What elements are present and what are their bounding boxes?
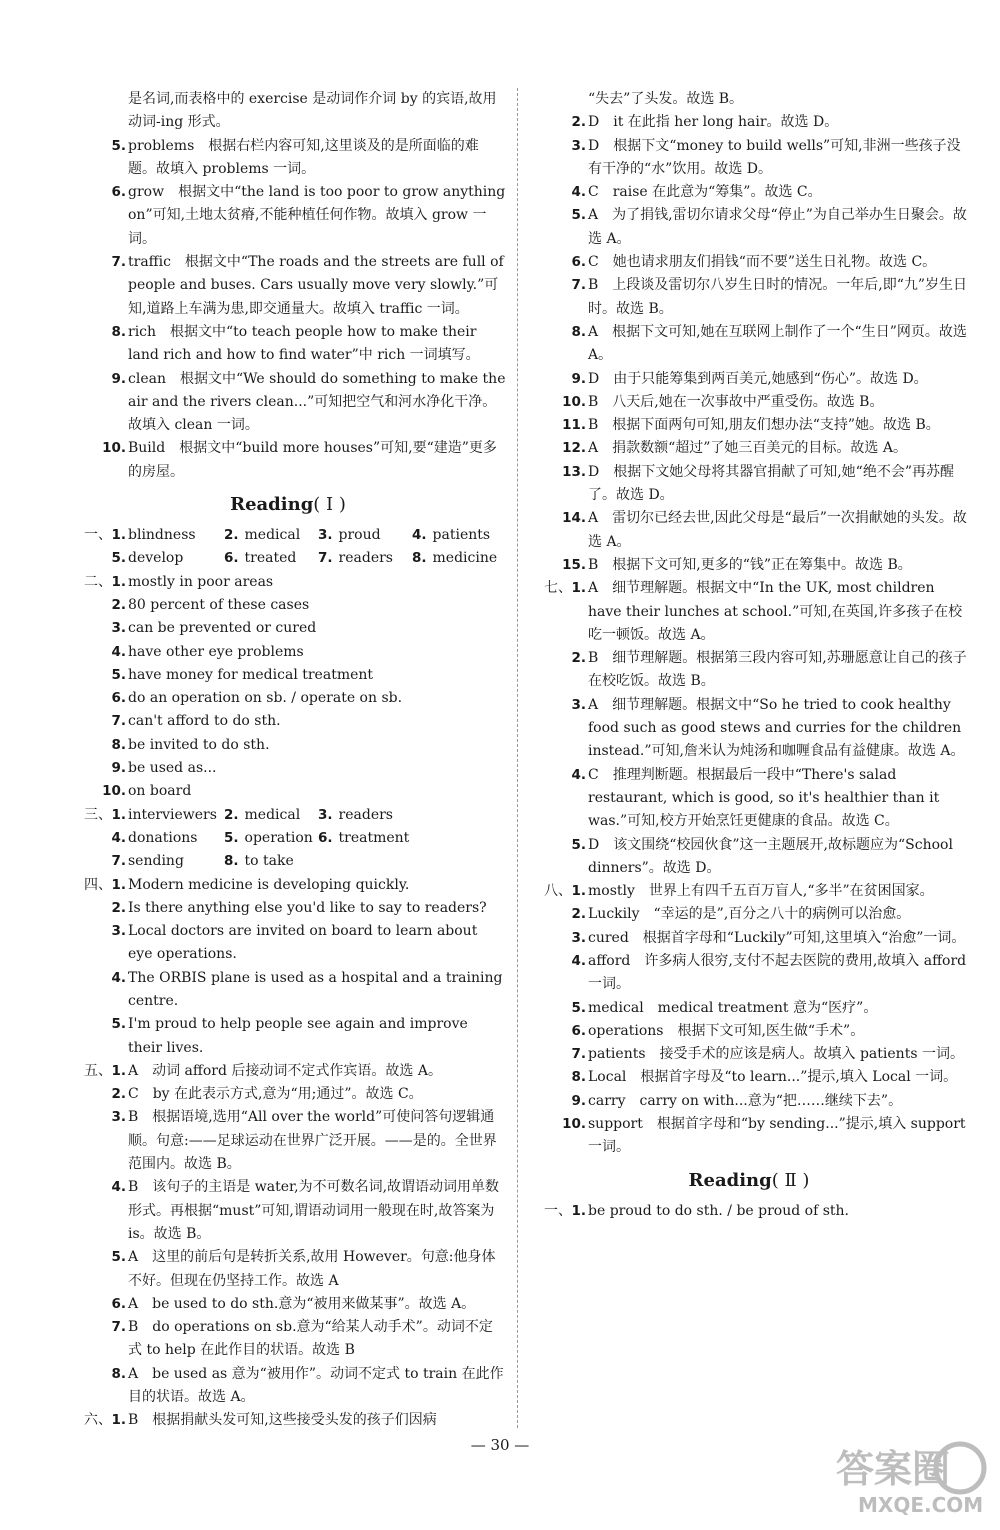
answer-text: B 根据下面两句可知,朋友们想办法“支持”她。故选 B。 [588, 417, 940, 434]
answer-text: be invited to do sth. [128, 736, 270, 753]
item-number: 2. [111, 1086, 126, 1103]
answer-item [70, 251, 506, 321]
answer-item [70, 1316, 506, 1363]
page-number: — 30 — [470, 1436, 530, 1454]
grid-answer: treated [244, 550, 297, 567]
answer-text: have other eye problems [128, 643, 304, 660]
item-number: 13. [562, 463, 586, 480]
item-number: 3. [111, 620, 126, 637]
grid-answer: patients [432, 527, 491, 544]
answer-text: can be prevented or cured [128, 620, 317, 637]
item-number: 8. [571, 323, 586, 340]
grid-cell [224, 850, 318, 873]
item-number: 6. [111, 184, 126, 201]
grid-answer: readers [338, 806, 393, 823]
item-number: 1. [111, 876, 126, 893]
answer-item [530, 507, 968, 554]
heading-title: Reading [230, 494, 314, 516]
grid-cell [412, 547, 506, 570]
answer-item [70, 1060, 506, 1083]
answer-item [530, 274, 968, 321]
grid-cell [224, 524, 318, 547]
answer-item [70, 1363, 506, 1410]
answer-text: Build 根据文中“build more houses”可知,要“建造”更多的房屋。 [128, 440, 497, 480]
item-number: 7. [111, 254, 126, 271]
item-number: 10. [102, 783, 126, 800]
answer-grid [128, 547, 506, 570]
answer-item [70, 1176, 506, 1246]
item-number: 7. [111, 853, 126, 870]
item-number: 1. [111, 1062, 126, 1079]
answer-text: Is there anything else you'd like to say to readers? [128, 899, 487, 916]
item-number: 1. [111, 527, 126, 544]
grid-cell [128, 850, 224, 873]
answer-text: A be used as 意为“被用作”。动词不定式 to train 在此作目的状语。故选 A。 [128, 1365, 504, 1406]
answer-text: B 该句子的主语是 water,为不可数名词,故谓语动词用单数形式。再根据“must”可知,谓语动词用一般现在时,故答案为 is。故选 B。 [128, 1179, 500, 1242]
item-number: 1. [571, 1202, 586, 1219]
answer-text: A 为了捐钱,雷切尔请求父母“停止”为自己举办生日聚会。故选 A。 [588, 207, 967, 247]
answer-grid [128, 827, 506, 850]
item-number: 9. [111, 760, 126, 777]
answer-text: C 推理判断题。根据最后一段中“There's salad restaurant, which is good, so it's healthier than it was.”可知,校方开始烹饪更健康的食品。故选 C。 [588, 766, 940, 830]
answer-item [70, 617, 506, 640]
grid-answer: medical [244, 806, 301, 823]
section-marker: 三、 [84, 806, 112, 823]
answer-item [530, 1043, 968, 1066]
item-number: 3. [571, 929, 586, 946]
item-number: 7. [571, 277, 586, 294]
item-number: 1. [571, 580, 586, 597]
grid-answer: medical [244, 527, 301, 544]
grid-number: 6. [224, 550, 239, 567]
grid-cell [318, 547, 412, 570]
answer-text: clean 根据文中“We should do something to make the air and the rivers clean...”可知把空气和河水净化干净。故填入 clean 一词。 [128, 370, 506, 434]
answer-item [70, 734, 506, 757]
answer-text: The ORBIS plane is used as a hospital and a training centre. [128, 969, 503, 1009]
answer-text: rich 根据文中“to teach people how to make their land rich and how to find water”中 rich 一词填写。 [128, 323, 480, 364]
section-heading [70, 490, 506, 520]
item-number: 12. [562, 440, 586, 457]
watermark-text: 答案圈 [836, 1447, 951, 1491]
item-number: 6. [571, 1022, 586, 1039]
grid-answer: develop [128, 550, 184, 567]
answer-item [70, 687, 506, 710]
section-marker: 八、 [544, 883, 572, 900]
answer-text: support 根据首字母和“by sending...”提示,填入 support 一词。 [588, 1116, 966, 1156]
answer-text: D it 在此指 her long hair。故选 D。 [588, 114, 839, 131]
answer-text: Luckily “幸运的是”,百分之八十的病例可以治愈。 [588, 906, 911, 923]
answer-text: mostly 世界上有四千五百万盲人,“多半”在贫困国家。 [588, 883, 934, 900]
answer-item [530, 997, 968, 1020]
item-number: 7. [111, 1319, 126, 1336]
answer-item [530, 1020, 968, 1043]
answer-item [70, 920, 506, 967]
item-number: 3. [111, 1109, 126, 1126]
answer-text: mostly in poor areas [128, 573, 274, 590]
answer-item [530, 321, 968, 368]
answer-text: B do operations on sb.意为“给某人动手术”。动词不定式 to help 在此作目的状语。故选 B [128, 1319, 493, 1359]
grid-answer: blindness [128, 527, 196, 544]
column-divider [517, 88, 519, 1428]
answer-text: D 根据下文她父母将其器官捐献了可知,她“绝不会”再苏醒了。故选 D。 [588, 463, 954, 504]
grid-number: 4. [412, 527, 427, 544]
answer-item [70, 664, 506, 687]
item-number: 2. [111, 596, 126, 613]
answer-item [70, 897, 506, 920]
answer-text: have money for medical treatment [128, 666, 374, 683]
item-number: 14. [562, 510, 586, 527]
answer-text: 是名词,而表格中的 exercise 是动词作介词 by 的宾语,故用动词-ing 形式。 [128, 91, 497, 131]
answer-item [530, 764, 968, 834]
heading-roman: ( Ⅱ ) [771, 1169, 810, 1191]
item-number: 8. [111, 323, 126, 340]
answer-text: can't afford to do sth. [128, 713, 281, 730]
item-number: 8. [111, 1365, 126, 1382]
item-number: 1. [111, 573, 126, 590]
answer-item [70, 1083, 506, 1106]
watermark-url: MXQE.COM [858, 1493, 984, 1517]
grid-answer: medicine [432, 550, 498, 567]
answer-item [70, 967, 506, 1014]
answer-text: be used as... [128, 760, 217, 777]
item-number: 5. [571, 999, 586, 1016]
item-number: 4. [571, 766, 586, 783]
answer-item [70, 1246, 506, 1293]
answer-item [530, 111, 968, 134]
grid-cell [318, 827, 412, 850]
answer-item [530, 927, 968, 950]
answer-text: Local doctors are invited on board to learn about eye operations. [128, 923, 478, 963]
answer-text: patients 接受手术的应该是病人。故填入 patients 一词。 [588, 1046, 964, 1063]
answer-text: C 她也请求朋友们捐钱“而不要”送生日礼物。故选 C。 [588, 254, 937, 271]
item-number: 4. [571, 184, 586, 201]
item-number: 9. [111, 370, 126, 387]
answer-text: C by 在此表示方式,意为“用;通过”。故选 C。 [128, 1086, 423, 1103]
item-number: 10. [562, 393, 586, 410]
answer-text: Modern medicine is developing quickly. [128, 876, 410, 893]
item-number: 3. [111, 923, 126, 940]
answer-item [530, 368, 968, 391]
answer-item [70, 874, 506, 897]
answer-item [70, 321, 506, 368]
section-marker: 一、 [544, 1202, 572, 1219]
answer-text: C raise 在此意为“筹集”。故选 C。 [588, 184, 822, 201]
answer-text: grow 根据文中“the land is too poor to grow anything on”可知,土地太贫瘠,不能种植任何作物。故填入 grow 一词。 [128, 184, 506, 247]
item-number: 2. [111, 899, 126, 916]
grid-number: 2. [224, 527, 239, 544]
answer-text: B 根据语境,选用“All over the world”可使问答句逻辑通顺。句意:——足球运动在世界广泛开展。——是的。全世界范围内。故选 B。 [128, 1109, 497, 1173]
item-number: 15. [562, 556, 586, 573]
answer-item [70, 368, 506, 438]
answer-text: D 由于只能筹集到两百美元,她感到“伤心”。故选 D。 [588, 370, 928, 387]
item-number: 5. [571, 207, 586, 224]
answer-item [70, 1013, 506, 1060]
grid-number: 6. [318, 829, 333, 846]
answer-text: A 根据下文可知,她在互联网上制作了一个“生日”网页。故选 A。 [588, 323, 967, 364]
answer-text: B 细节理解题。根据第三段内容可知,苏珊愿意让自己的孩子在校吃饭。故选 B。 [588, 650, 967, 690]
answer-item [530, 251, 968, 274]
answer-item [70, 641, 506, 664]
item-number: 5. [571, 836, 586, 853]
answer-item [70, 827, 506, 850]
item-number: 6. [571, 254, 586, 271]
item-number: 8. [111, 736, 126, 753]
grid-cell [128, 804, 224, 827]
grid-answer: readers [338, 550, 393, 567]
answer-text: problems 根据右栏内容可知,这里谈及的是所面临的难题。故填入 problems 一词。 [128, 137, 479, 177]
item-number: 10. [102, 440, 126, 457]
item-number: 5. [111, 550, 126, 567]
answer-text: “失去”了头发。故选 B。 [588, 91, 744, 107]
answer-item [70, 594, 506, 617]
answer-item [70, 524, 506, 547]
section-marker: 七、 [544, 580, 572, 597]
answer-item [530, 1090, 968, 1113]
grid-answer: sending [128, 853, 184, 870]
answer-item [530, 554, 968, 577]
answer-text: Local 根据首字母及“to learn...”提示,填入 Local 一词。 [588, 1069, 958, 1086]
item-number: 3. [571, 137, 586, 154]
grid-cell [128, 827, 224, 850]
section-marker: 四、 [84, 876, 112, 893]
answer-item [530, 135, 968, 182]
section-marker: 五、 [84, 1062, 112, 1079]
grid-cell [318, 524, 412, 547]
answer-text: be proud to do sth. / be proud of sth. [588, 1202, 849, 1219]
answer-item [530, 577, 968, 647]
grid-answer: to take [244, 853, 294, 870]
grid-answer: interviewers [128, 806, 217, 823]
right-column [530, 88, 968, 1223]
answer-item [70, 804, 506, 827]
answer-item [530, 181, 968, 204]
answer-grid [128, 804, 506, 827]
item-number: 6. [111, 690, 126, 707]
answer-item [70, 135, 506, 182]
answer-text: A be used to do sth.意为“被用来做某事”。故选 A。 [128, 1295, 476, 1312]
answer-item [530, 647, 968, 694]
answer-item [70, 181, 506, 251]
answer-text: A 细节理解题。根据文中“In the UK, most children have their lunches at school.”可知,在英国,许多孩子在校吃一顿饭。故选 A。 [588, 580, 963, 643]
item-number: 3. [571, 696, 586, 713]
answer-text: cured 根据首字母和“Luckily”可知,这里填入“治愈”一词。 [588, 929, 966, 946]
item-number: 1. [571, 883, 586, 900]
item-number: 4. [111, 643, 126, 660]
answer-text: D 该文围绕“校园伙食”这一主题展开,故标题应为“School dinners”。故选 D。 [588, 836, 953, 876]
answer-text: 80 percent of these cases [128, 596, 310, 613]
answer-text: afford 许多病人很穷,支付不起去医院的费用,故填入 afford 一词。 [588, 952, 967, 993]
answer-item [530, 88, 968, 111]
answer-text: operations 根据下文可知,医生做“手术”。 [588, 1022, 865, 1039]
answer-item [70, 1106, 506, 1176]
answer-item [530, 903, 968, 926]
item-number: 5. [111, 666, 126, 683]
item-number: 5. [111, 1249, 126, 1266]
answer-item [530, 1200, 968, 1223]
grid-number: 3. [318, 527, 333, 544]
answer-item [530, 950, 968, 997]
grid-answer: operation [244, 829, 313, 846]
answer-item [530, 1113, 968, 1160]
item-number: 11. [562, 417, 586, 434]
answer-item [70, 710, 506, 733]
item-number: 4. [111, 829, 126, 846]
answer-text: do an operation on sb. / operate on sb. [128, 690, 403, 707]
item-number: 5. [111, 137, 126, 154]
grid-answer: donations [128, 829, 198, 846]
grid-number: 2. [224, 806, 239, 823]
answer-item [530, 1066, 968, 1089]
answer-item [530, 414, 968, 437]
answer-text: traffic 根据文中“The roads and the streets are full of people and buses. Cars usually move very slowly.”可知,道路上车满为患,即交通量大。故填入 traffic 一词。 [128, 254, 504, 317]
answer-grid [128, 524, 506, 547]
answer-text: A 这里的前后句是转折关系,故用 However。句意:他身体不好。但现在仍坚持工作。故选 A [128, 1249, 496, 1289]
answer-text: B 上段谈及雷切尔八岁生日时的情况。一年后,即“九”岁生日时。故选 B。 [588, 277, 968, 317]
grid-number: 5. [224, 829, 239, 846]
answer-text: D 根据下文“money to build wells”可知,非洲一些孩子没有干净的“水”饮用。故选 D。 [588, 137, 961, 177]
grid-cell [224, 827, 318, 850]
item-number: 6. [111, 1295, 126, 1312]
answer-text: A 动词 afford 后接动词不定式作宾语。故选 A。 [128, 1062, 442, 1079]
left-column [70, 88, 506, 1433]
answer-item [70, 1409, 506, 1432]
grid-number: 3. [318, 806, 333, 823]
grid-answer: treatment [338, 829, 410, 846]
item-number: 2. [571, 906, 586, 923]
section-marker: 六、 [84, 1412, 112, 1429]
grid-cell [318, 804, 412, 827]
item-number: 4. [111, 969, 126, 986]
item-number: 4. [111, 1179, 126, 1196]
item-number: 5. [111, 1016, 126, 1033]
answer-item [530, 834, 968, 881]
grid-cell [128, 547, 224, 570]
answer-item [530, 437, 968, 460]
answer-item [70, 780, 506, 803]
section-heading [530, 1166, 968, 1196]
answer-item [70, 850, 506, 873]
answer-text: B 根据捐献头发可知,这些接受头发的孩子们因病 [128, 1412, 437, 1429]
watermark-logo [828, 1432, 988, 1520]
grid-cell [224, 547, 318, 570]
answer-text: on board [128, 783, 192, 800]
answer-item [70, 547, 506, 570]
answer-text: A 捐款数额“超过”了她三百美元的目标。故选 A。 [588, 440, 907, 457]
item-number: 8. [571, 1069, 586, 1086]
grid-cell [224, 804, 318, 827]
item-number: 9. [571, 1092, 586, 1109]
item-number: 2. [571, 114, 586, 131]
answer-item [70, 571, 506, 594]
item-number: 4. [571, 952, 586, 969]
answer-text: B 八天后,她在一次事故中严重受伤。故选 B。 [588, 393, 884, 410]
item-number: 1. [111, 806, 126, 823]
item-number: 7. [111, 713, 126, 730]
answer-grid [128, 850, 506, 873]
answer-item [70, 1293, 506, 1316]
answer-item [530, 461, 968, 508]
answer-text: medical medical treatment 意为“医疗”。 [588, 999, 878, 1016]
grid-cell [128, 524, 224, 547]
grid-number: 7. [318, 550, 333, 567]
answer-text: I'm proud to help people see again and improve their lives. [128, 1016, 468, 1056]
answer-text: A 细节理解题。根据文中“So he tried to cook healthy food such as good stews and curries for the children instead.”可知,詹米认为炖汤和咖喱食品有益健康。故选 A。 [588, 696, 965, 760]
item-number: 2. [571, 650, 586, 667]
item-number: 10. [562, 1116, 586, 1133]
grid-number: 8. [224, 853, 239, 870]
answer-item [530, 880, 968, 903]
answer-item [70, 437, 506, 484]
heading-title: Reading [688, 1169, 772, 1191]
section-marker: 二、 [84, 573, 112, 590]
section-marker: 一、 [84, 527, 112, 544]
answer-text: B 根据下文可知,更多的“钱”正在筹集中。故选 B。 [588, 556, 912, 573]
item-number: 1. [111, 1412, 126, 1429]
answer-item [70, 757, 506, 780]
answer-text: carry carry on with...意为“把……继续下去”。 [588, 1092, 903, 1109]
answer-item [530, 694, 968, 764]
grid-number: 8. [412, 550, 427, 567]
grid-answer: proud [338, 527, 381, 544]
answer-item [530, 391, 968, 414]
heading-roman: ( Ⅰ ) [313, 494, 346, 516]
answer-item [70, 88, 506, 135]
grid-cell [412, 524, 506, 547]
item-number: 7. [571, 1046, 586, 1063]
item-number: 9. [571, 370, 586, 387]
answer-item [530, 204, 968, 251]
answer-text: A 雷切尔已经去世,因此父母是“最后”一次捐献她的头发。故选 A。 [588, 510, 967, 550]
